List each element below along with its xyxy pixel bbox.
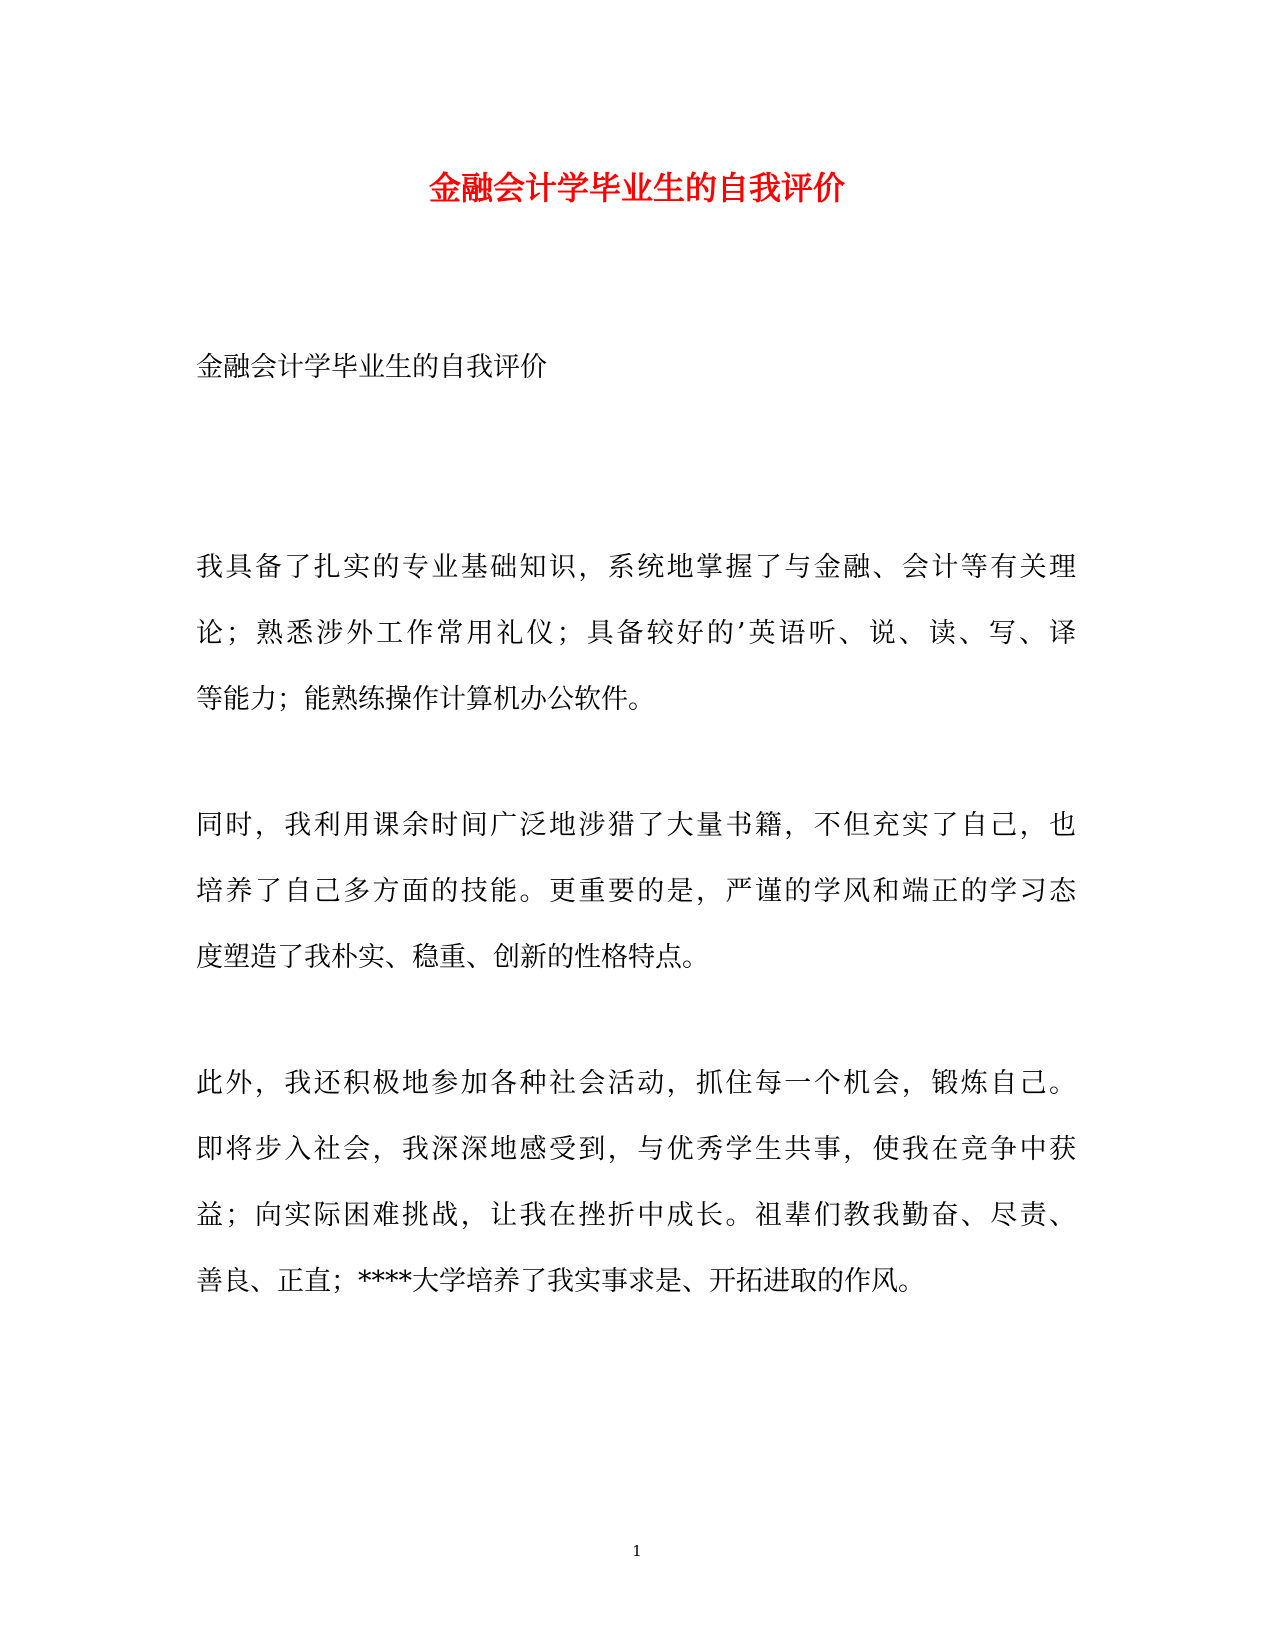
paragraph-line: 此外，我还积极地参加各种社会活动，抓住每一个机会，锻炼自己。 [196,1068,1076,1099]
paragraph-line: 论；熟悉涉外工作常用礼仪；具备较好的’英语听、说、读、写、译 [196,618,1076,649]
document-title: 金融会计学毕业生的自我评价 [428,169,845,207]
paragraph-line: 益；向实际困难挑战，让我在挫折中成长。祖辈们教我勤奋、尽责、 [196,1200,1076,1231]
document-subheading: 金融会计学毕业生的自我评价 [196,352,547,383]
paragraph-line: 度塑造了我朴实、稳重、创新的性格特点。 [196,942,709,973]
paragraph-line: 即将步入社会，我深深地感受到，与优秀学生共事，使我在竞争中获 [196,1134,1076,1165]
paragraph-line: 同时，我利用课余时间广泛地涉猎了大量书籍，不但充实了自己，也 [196,810,1076,841]
paragraph-line: 善良、正直；****大学培养了我实事求是、开拓进取的作风。 [196,1266,925,1297]
paragraph-1 [196,535,1076,733]
page-number: 1 [632,1542,642,1560]
paragraph-2 [196,793,1076,991]
paragraph-line: 等能力；能熟练操作计算机办公软件。 [196,684,655,715]
paragraph-line: 我具备了扎实的专业基础知识，系统地掌握了与金融、会计等有关理 [196,552,1076,583]
paragraph-3 [196,1051,1076,1315]
paragraph-line: 培养了自己多方面的技能。更重要的是，严谨的学风和端正的学习态 [196,876,1076,907]
